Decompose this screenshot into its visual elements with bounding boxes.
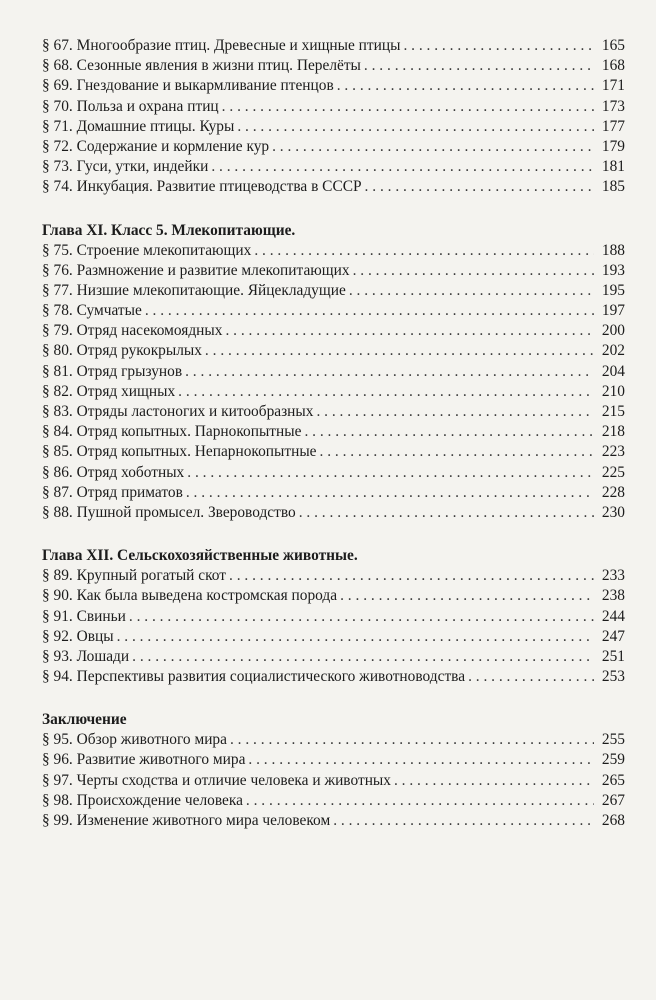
entry-page: 215 bbox=[601, 403, 625, 420]
dot-leader bbox=[205, 341, 594, 361]
dot-leader bbox=[248, 750, 594, 770]
entry-page: 202 bbox=[601, 342, 625, 360]
toc-section-mammals bbox=[0, 220, 656, 524]
dot-leader bbox=[468, 667, 594, 687]
toc-entry[interactable] bbox=[42, 442, 625, 462]
dot-leader bbox=[230, 730, 594, 750]
section-gap bbox=[0, 687, 656, 709]
dot-leader bbox=[211, 157, 594, 177]
dot-leader bbox=[304, 422, 594, 442]
toc-entry[interactable] bbox=[42, 117, 625, 137]
entry-title: § 80. Отряд рукокрылых bbox=[42, 342, 202, 360]
dot-leader bbox=[229, 566, 594, 586]
dot-leader bbox=[222, 97, 594, 117]
toc-entry[interactable] bbox=[42, 750, 625, 770]
dot-leader bbox=[349, 281, 594, 301]
entry-title: § 74. Инкубация. Развитие птицеводства в СССР bbox=[42, 178, 362, 196]
entry-title: § 83. Отряды ластоногих и китообразных bbox=[42, 403, 314, 420]
entry-title: § 96. Развитие животного мира bbox=[42, 751, 246, 769]
dot-leader bbox=[237, 117, 594, 137]
entry-title: § 87. Отряд приматов bbox=[42, 483, 183, 501]
entry-page: 181 bbox=[601, 158, 625, 176]
toc-entry[interactable] bbox=[42, 177, 625, 197]
dot-leader bbox=[185, 362, 594, 382]
dot-leader bbox=[145, 301, 594, 321]
dot-leader bbox=[246, 791, 594, 811]
entry-page: 197 bbox=[601, 302, 625, 320]
entry-title: § 71. Домашние птицы. Куры bbox=[42, 117, 235, 135]
entry-page: 267 bbox=[601, 791, 625, 809]
entry-title: § 95. Обзор животного мира bbox=[42, 731, 227, 749]
dot-leader bbox=[365, 177, 594, 197]
dot-leader bbox=[320, 442, 594, 462]
entry-title: § 90. Как была выведена костромская порода bbox=[42, 587, 338, 605]
toc-entry[interactable] bbox=[42, 771, 625, 791]
dot-leader bbox=[187, 463, 594, 483]
entry-title: § 69. Гнездование и выкармливание птенцов bbox=[42, 77, 334, 95]
entry-page: 247 bbox=[601, 627, 625, 645]
entry-title: § 85. Отряд копытных. Непарнокопытные bbox=[42, 443, 317, 461]
entry-page: 195 bbox=[601, 281, 625, 299]
entry-title: § 73. Гуси, утки, индейки bbox=[42, 158, 209, 176]
dot-leader bbox=[333, 811, 594, 831]
entry-title: § 79. Отряд насекомоядных bbox=[42, 322, 223, 340]
dot-leader bbox=[254, 241, 594, 261]
toc-entry[interactable] bbox=[42, 586, 625, 606]
entry-title: § 91. Свиньи bbox=[42, 607, 126, 625]
toc-entry[interactable] bbox=[42, 137, 625, 157]
toc-entry[interactable] bbox=[42, 36, 625, 56]
entry-page: 225 bbox=[601, 463, 625, 481]
toc-entry[interactable] bbox=[42, 76, 625, 96]
entry-page: 259 bbox=[601, 751, 625, 769]
entry-page: 210 bbox=[601, 382, 625, 400]
dot-leader bbox=[316, 402, 594, 422]
entry-page: 188 bbox=[601, 241, 625, 259]
entry-title: § 72. Содержание и кормление кур bbox=[42, 137, 270, 155]
toc-entry[interactable] bbox=[42, 97, 625, 117]
toc-entry[interactable] bbox=[42, 241, 625, 261]
entry-page: 177 bbox=[601, 117, 625, 135]
entry-title: § 93. Лошади bbox=[42, 647, 130, 665]
entry-title: § 89. Крупный рогатый скот bbox=[42, 567, 227, 585]
entry-title: § 82. Отряд хищных bbox=[42, 382, 176, 400]
toc-entry[interactable] bbox=[42, 281, 625, 301]
entry-title: § 81. Отряд грызунов bbox=[42, 362, 183, 380]
toc-entry[interactable] bbox=[42, 811, 625, 831]
entry-page: 265 bbox=[601, 771, 625, 789]
toc-entry[interactable] bbox=[42, 56, 625, 76]
entry-title: § 78. Сумчатые bbox=[42, 302, 142, 320]
toc-entry[interactable] bbox=[42, 607, 625, 627]
toc-entry[interactable] bbox=[42, 791, 625, 811]
entry-title: § 67. Многообразие птиц. Древесные и хищные птицы bbox=[42, 37, 401, 54]
entry-title: § 86. Отряд хоботных bbox=[42, 463, 185, 481]
dot-leader bbox=[132, 647, 594, 667]
dot-leader bbox=[117, 627, 594, 647]
toc-entry[interactable] bbox=[42, 362, 625, 382]
toc-entry[interactable] bbox=[42, 261, 625, 281]
entry-title: § 98. Происхождение человека bbox=[42, 791, 243, 809]
entry-page: 230 bbox=[601, 503, 625, 521]
entry-page: 185 bbox=[601, 178, 625, 196]
dot-leader bbox=[186, 483, 594, 503]
toc-entry[interactable] bbox=[42, 503, 625, 523]
dot-leader bbox=[129, 607, 594, 627]
entry-page: 244 bbox=[601, 607, 625, 625]
entry-title: § 97. Черты сходства и отличие человека и животных bbox=[42, 771, 391, 789]
entry-page: 200 bbox=[601, 322, 625, 340]
entry-title: § 99. Изменение животного мира человеком bbox=[42, 812, 331, 829]
entry-title: § 77. Низшие млекопитающие. Яйцекладущие bbox=[42, 281, 346, 299]
toc-entry[interactable] bbox=[42, 321, 625, 341]
chapter-heading: Глава XI. Класс 5. Млекопитающие. bbox=[42, 221, 296, 239]
entry-page: 173 bbox=[601, 97, 625, 115]
toc-entry[interactable] bbox=[42, 402, 625, 422]
dot-leader bbox=[272, 137, 594, 157]
entry-title: § 75. Строение млекопитающих bbox=[42, 241, 252, 259]
chapter-heading: Глава XII. Сельскохозяйственные животные. bbox=[42, 547, 358, 565]
entry-title: § 70. Польза и охрана птиц bbox=[42, 97, 219, 115]
entry-title: § 68. Сезонные явления в жизни птиц. Перелёты bbox=[42, 57, 361, 75]
entry-page: 204 bbox=[601, 362, 625, 380]
dot-leader bbox=[394, 771, 594, 791]
entry-title: § 92. Овцы bbox=[42, 627, 114, 645]
dot-leader bbox=[340, 586, 594, 606]
entry-page: 251 bbox=[601, 647, 625, 665]
entry-page: 168 bbox=[601, 57, 625, 75]
toc-entry[interactable] bbox=[42, 422, 625, 442]
toc-section-birds bbox=[0, 36, 656, 198]
toc-entry[interactable] bbox=[42, 483, 625, 503]
toc-entry[interactable] bbox=[42, 627, 625, 647]
dot-leader bbox=[337, 76, 594, 96]
entry-page: 238 bbox=[601, 587, 625, 605]
toc-section-conclusion bbox=[0, 709, 656, 831]
dot-leader bbox=[178, 382, 594, 402]
entry-page: 268 bbox=[601, 812, 625, 829]
toc-section-farm-animals bbox=[0, 545, 656, 687]
dot-leader bbox=[299, 503, 594, 523]
entry-title: § 94. Перспективы развития социалистического животноводства bbox=[42, 668, 466, 686]
entry-page: 253 bbox=[601, 668, 625, 686]
toc-entry[interactable] bbox=[42, 341, 625, 361]
entry-title: § 84. Отряд копытных. Парнокопытные bbox=[42, 423, 302, 441]
chapter-heading: Заключение bbox=[42, 711, 127, 729]
dot-leader bbox=[353, 261, 594, 281]
toc-entry[interactable] bbox=[42, 566, 625, 586]
entry-page: 233 bbox=[601, 567, 625, 585]
toc-entry[interactable] bbox=[42, 301, 625, 321]
toc-entry[interactable] bbox=[42, 647, 625, 667]
entry-title: § 76. Размножение и развитие млекопитающих bbox=[42, 261, 350, 279]
entry-page: 228 bbox=[601, 483, 625, 501]
toc-entry[interactable] bbox=[42, 730, 625, 750]
entry-page: 218 bbox=[601, 423, 625, 441]
toc-entry[interactable] bbox=[42, 157, 625, 177]
toc-entry[interactable] bbox=[42, 463, 625, 483]
dot-leader bbox=[364, 56, 594, 76]
toc-entry[interactable] bbox=[42, 382, 625, 402]
entry-page: 165 bbox=[601, 37, 625, 54]
entry-page: 171 bbox=[601, 77, 625, 95]
entry-page: 223 bbox=[601, 443, 625, 461]
section-gap bbox=[0, 523, 656, 545]
dot-leader bbox=[403, 36, 594, 56]
table-of-contents bbox=[0, 36, 656, 831]
entry-page: 255 bbox=[601, 731, 625, 749]
dot-leader bbox=[225, 321, 594, 341]
entry-title: § 88. Пушной промысел. Звероводство bbox=[42, 503, 296, 521]
entry-page: 179 bbox=[601, 137, 625, 155]
section-gap bbox=[0, 198, 656, 220]
toc-entry[interactable] bbox=[42, 667, 625, 687]
entry-page: 193 bbox=[601, 261, 625, 279]
